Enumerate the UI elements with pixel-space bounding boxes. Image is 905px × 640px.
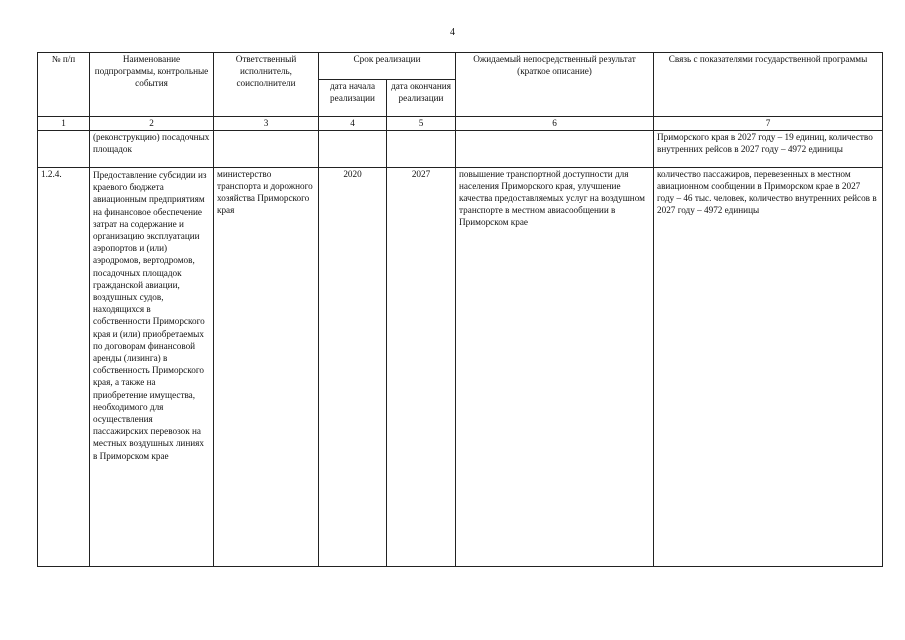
column-number: 4 [319, 117, 387, 131]
column-number: 6 [456, 117, 654, 131]
row-name-cell: (реконструкцию) посадочных площадок [90, 131, 214, 168]
header-period: Срок реализации [319, 53, 456, 80]
row-end-cell [387, 131, 456, 168]
column-number: 7 [654, 117, 883, 131]
row-num-cell [38, 131, 90, 168]
column-number: 1 [38, 117, 90, 131]
page-number: 4 [450, 27, 455, 38]
row-responsible-cell: министерство транспорта и дорожного хозяйства Приморского края [214, 168, 319, 567]
column-number: 2 [90, 117, 214, 131]
header-num: № п/п [38, 53, 90, 117]
header-responsible: Ответственный исполнитель, соисполнители [214, 53, 319, 117]
table-row [38, 131, 883, 168]
row-name-cell: Предоставление субсидии из краевого бюджета авиационным предприятиям на финансовое обеспечение затрат на содержание и организацию эксплуатации аэропортов и (или) аэродромов, вертодромов, посадочных площадок гражданской авиации, воздушных судов, находящихся в собственности Приморского края и (или) приобретаемых по договорам финансовой аренды (лизинга) в собственность Приморского края, а также на приобретение имущества, необходимого для осуществления пассажирских перевозок на местных воздушных линиях в Приморском крае [90, 168, 214, 567]
column-number: 3 [214, 117, 319, 131]
header-name: Наименование подпрограммы, контрольные события [90, 53, 214, 117]
header-row-1 [38, 53, 883, 80]
row-responsible-cell [214, 131, 319, 168]
table-row [38, 168, 883, 567]
header-result: Ожидаемый непосредственный результат (краткое описание) [456, 53, 654, 117]
row-num-cell: 1.2.4. [38, 168, 90, 567]
row-result-cell: повышение транспортной доступности для населения Приморского края, улучшение качества предоставляемых услуг на воздушном транспорте в местном авиасообщении в Приморском крае [456, 168, 654, 567]
column-numbers-row [38, 117, 883, 131]
program-table [37, 52, 883, 567]
row-link-cell: Приморского края в 2027 году – 19 единиц, количество внутренних рейсов в 2027 году – 4972 единицы [654, 131, 883, 168]
row-result-cell [456, 131, 654, 168]
row-end-cell: 2027 [387, 168, 456, 567]
row-start-cell [319, 131, 387, 168]
column-number: 5 [387, 117, 456, 131]
header-start: дата начала реализации [319, 80, 387, 117]
row-link-cell: количество пассажиров, перевезенных в местном авиационном сообщении в Приморском крае в 2027 году – 46 тыс. человек, количество внутренних рейсов в 2027 году – 4972 единицы [654, 168, 883, 567]
header-link: Связь с показателями государственной программы [654, 53, 883, 117]
header-end: дата окончания реализации [387, 80, 456, 117]
row-start-cell: 2020 [319, 168, 387, 567]
